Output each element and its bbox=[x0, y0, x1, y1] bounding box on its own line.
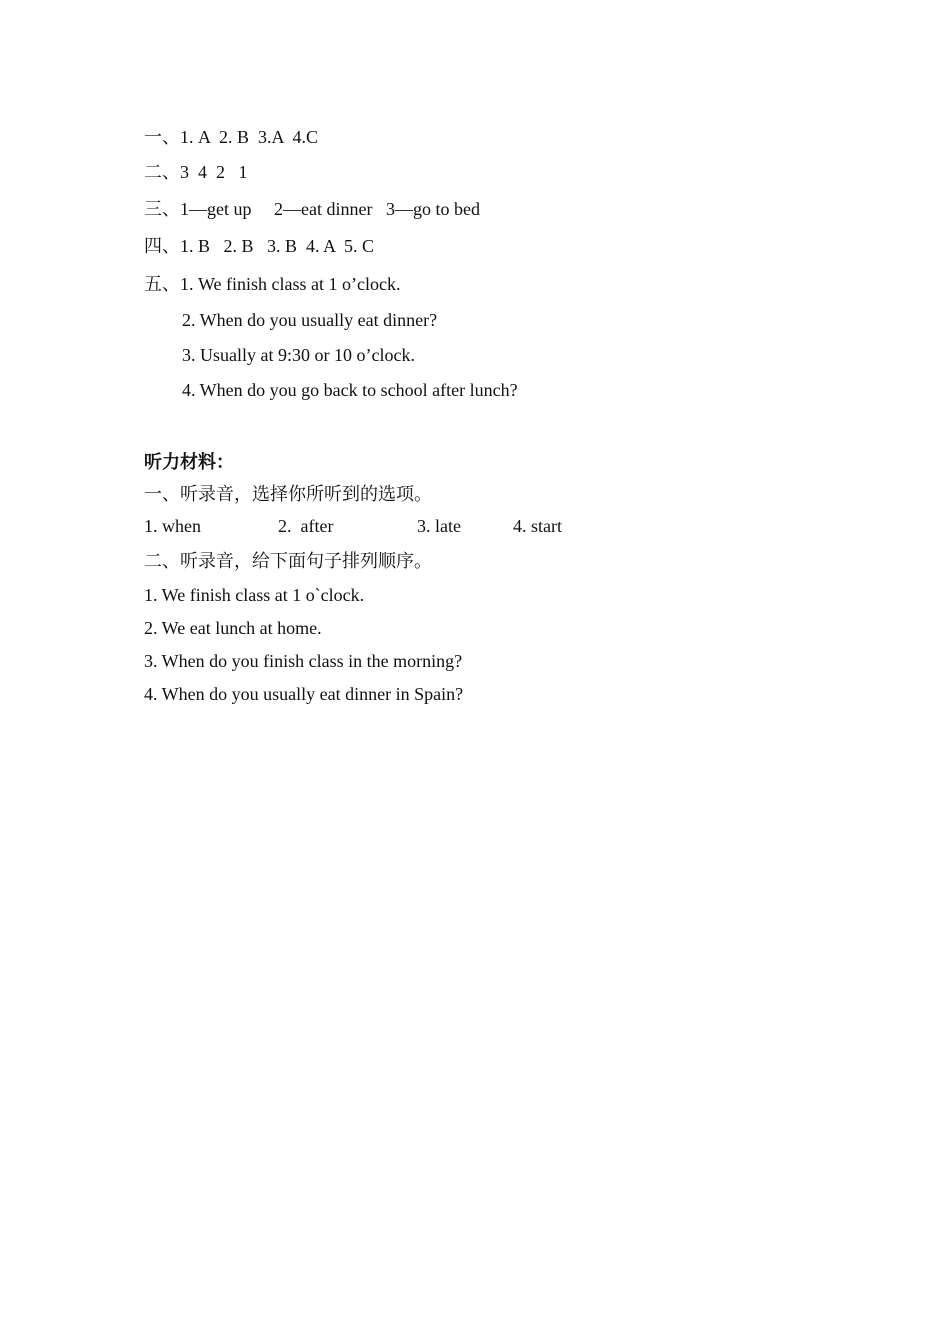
listening-heading: 听力材料： bbox=[144, 452, 234, 472]
listening-option: 4. start bbox=[513, 516, 562, 536]
listening-sentence: 2. We eat lunch at home. bbox=[144, 618, 322, 638]
listening-sentence: 4. When do you usually eat dinner in Spain? bbox=[144, 684, 464, 704]
listening-sentence: 1. We finish class at 1 o`clock. bbox=[144, 585, 365, 605]
listening-option: 3. late bbox=[417, 516, 461, 536]
listening-sentence: 3. When do you finish class in the morning? bbox=[144, 651, 463, 671]
answer-section-1: 一、1. A 2. B 3.A 4.C bbox=[144, 127, 319, 147]
answer-section-3: 三、1—get up 2—eat dinner 3—go to bed bbox=[144, 199, 480, 219]
answer-section-5-item: 2. When do you usually eat dinner? bbox=[182, 310, 438, 330]
listening-option: 2. after bbox=[278, 516, 334, 536]
answer-section-5-item: 4. When do you go back to school after lunch? bbox=[182, 380, 518, 400]
answer-section-2: 二、3 4 2 1 bbox=[144, 162, 248, 182]
listening-part2-title: 二、听录音，给下面句子排列顺序。 bbox=[144, 551, 432, 571]
answer-section-4: 四、1. B 2. B 3. B 4. A 5. C bbox=[144, 236, 375, 256]
answer-section-5-intro: 五、1. We finish class at 1 o’clock. bbox=[144, 274, 401, 294]
answer-section-5-item: 3. Usually at 9:30 or 10 o’clock. bbox=[182, 345, 415, 365]
listening-option: 1. when bbox=[144, 516, 201, 536]
listening-part1-title: 一、听录音，选择你所听到的选项。 bbox=[144, 484, 432, 504]
